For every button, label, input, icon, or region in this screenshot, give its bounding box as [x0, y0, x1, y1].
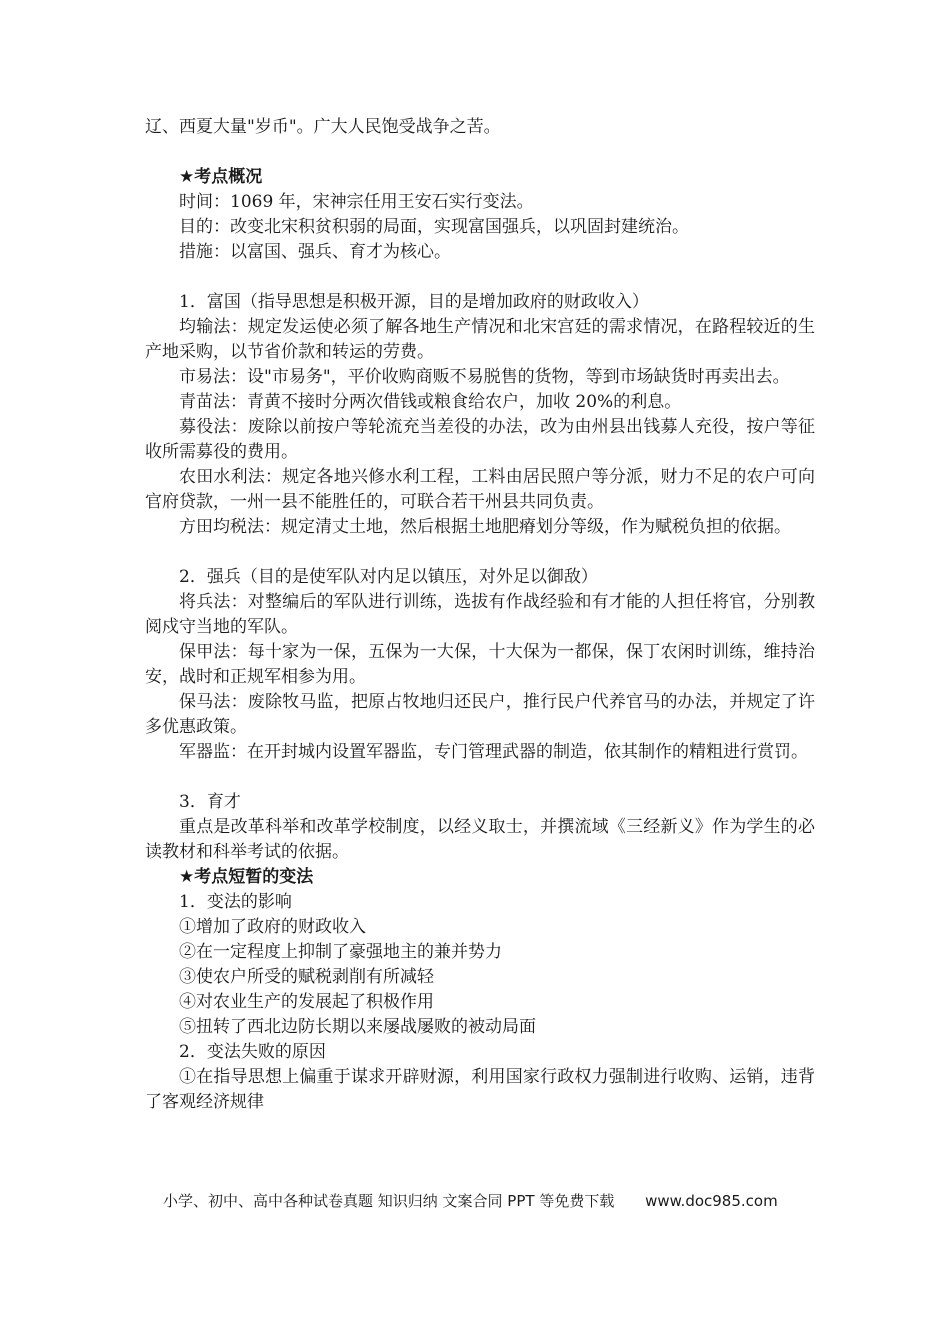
impact-item: ①增加了政府的财政收入: [179, 917, 366, 937]
footer-url[interactable]: www.doc985.com: [645, 1192, 778, 1210]
fuguo-item: 方田均税法：规定清丈土地，然后根据土地肥瘠划分等级，作为赋税负担的依据。: [179, 517, 791, 537]
fuguo-title: 1．富国（指导思想是积极开源，目的是增加政府的财政收入）: [179, 292, 649, 312]
qiangbing-title: 2．强兵（目的是使军队对内足以镇压，对外足以御敌）: [179, 567, 598, 587]
fuguo-item: 农田水利法：规定各地兴修水利工程，工料由居民照户等分派，财力不足的农户可向官府贷款，一州一县不能胜任的，可联合若干州县共同负责。: [145, 467, 815, 512]
failure-item: ①在指导思想上偏重于谋求开辟财源，利用国家行政权力强制进行收购、运销，违背了客观经济规律: [145, 1067, 815, 1112]
top-line: 辽、西夏大量"岁币"。广大人民饱受战争之苦。: [145, 117, 501, 137]
fuguo-item: 均输法：规定发运使必须了解各地生产情况和北宋宫廷的需求情况，在路程较近的生产地采购，以节省价款和转运的劳费。: [145, 317, 815, 362]
fuguo-item: 募役法：废除以前按户等轮流充当差役的办法，改为由州县出钱募人充役，按户等征收所需募役的费用。: [145, 417, 815, 462]
qiangbing-item: 保马法：废除牧马监，把原占牧地归还民户，推行民户代养官马的办法，并规定了许多优惠政策。: [145, 692, 815, 737]
qiangbing-item: 将兵法：对整编后的军队进行训练，选拔有作战经验和有才能的人担任将官，分别教阅戍守当地的军队。: [145, 592, 815, 637]
section-heading-reform: ★考点短暂的变法: [179, 867, 314, 887]
measures-line: 措施：以富国、强兵、育才为核心。: [179, 242, 451, 262]
purpose-line: 目的：改变北宋积贫积弱的局面，实现富国强兵，以巩固封建统治。: [179, 217, 689, 237]
yucai-title: 3．育才: [179, 792, 241, 812]
yucai-text: 重点是改革科举和改革学校制度，以经义取士，并撰流域《三经新义》作为学生的必读教材和科举考试的依据。: [145, 817, 815, 862]
impact-item: ②在一定程度上抑制了豪强地主的兼并势力: [179, 942, 502, 962]
section-heading-overview: ★考点概况: [179, 167, 263, 187]
time-line: 时间：1069 年，宋神宗任用王安石实行变法。: [179, 192, 534, 212]
fuguo-item: 青苗法：青黄不接时分两次借钱或粮食给农户，加收 20%的利息。: [179, 392, 682, 412]
impact-item: ⑤扭转了西北边防长期以来屡战屡败的被动局面: [179, 1017, 536, 1037]
qiangbing-item: 军器监：在开封城内设置军器监，专门管理武器的制造，依其制作的精粗进行赏罚。: [179, 742, 808, 762]
document-body: [145, 115, 815, 1115]
qiangbing-item: 保甲法：每十家为一保，五保为一大保，十大保为一都保，保丁农闲时训练，维持治安，战时和正规军相参为用。: [145, 642, 815, 687]
footer-text: 小学、初中、高中各种试卷真题 知识归纳 文案合同 PPT 等免费下载: [163, 1192, 615, 1210]
failure-title: 2．变法失败的原因: [179, 1042, 326, 1062]
impact-item: ④对农业生产的发展起了积极作用: [179, 992, 434, 1012]
fuguo-item: 市易法：设"市易务"，平价收购商贩不易脱售的货物，等到市场缺货时再卖出去。: [179, 367, 790, 387]
page-footer: [163, 1190, 778, 1212]
impact-title: 1．变法的影响: [179, 892, 292, 912]
impact-item: ③使农户所受的赋税剥削有所减轻: [179, 967, 434, 987]
